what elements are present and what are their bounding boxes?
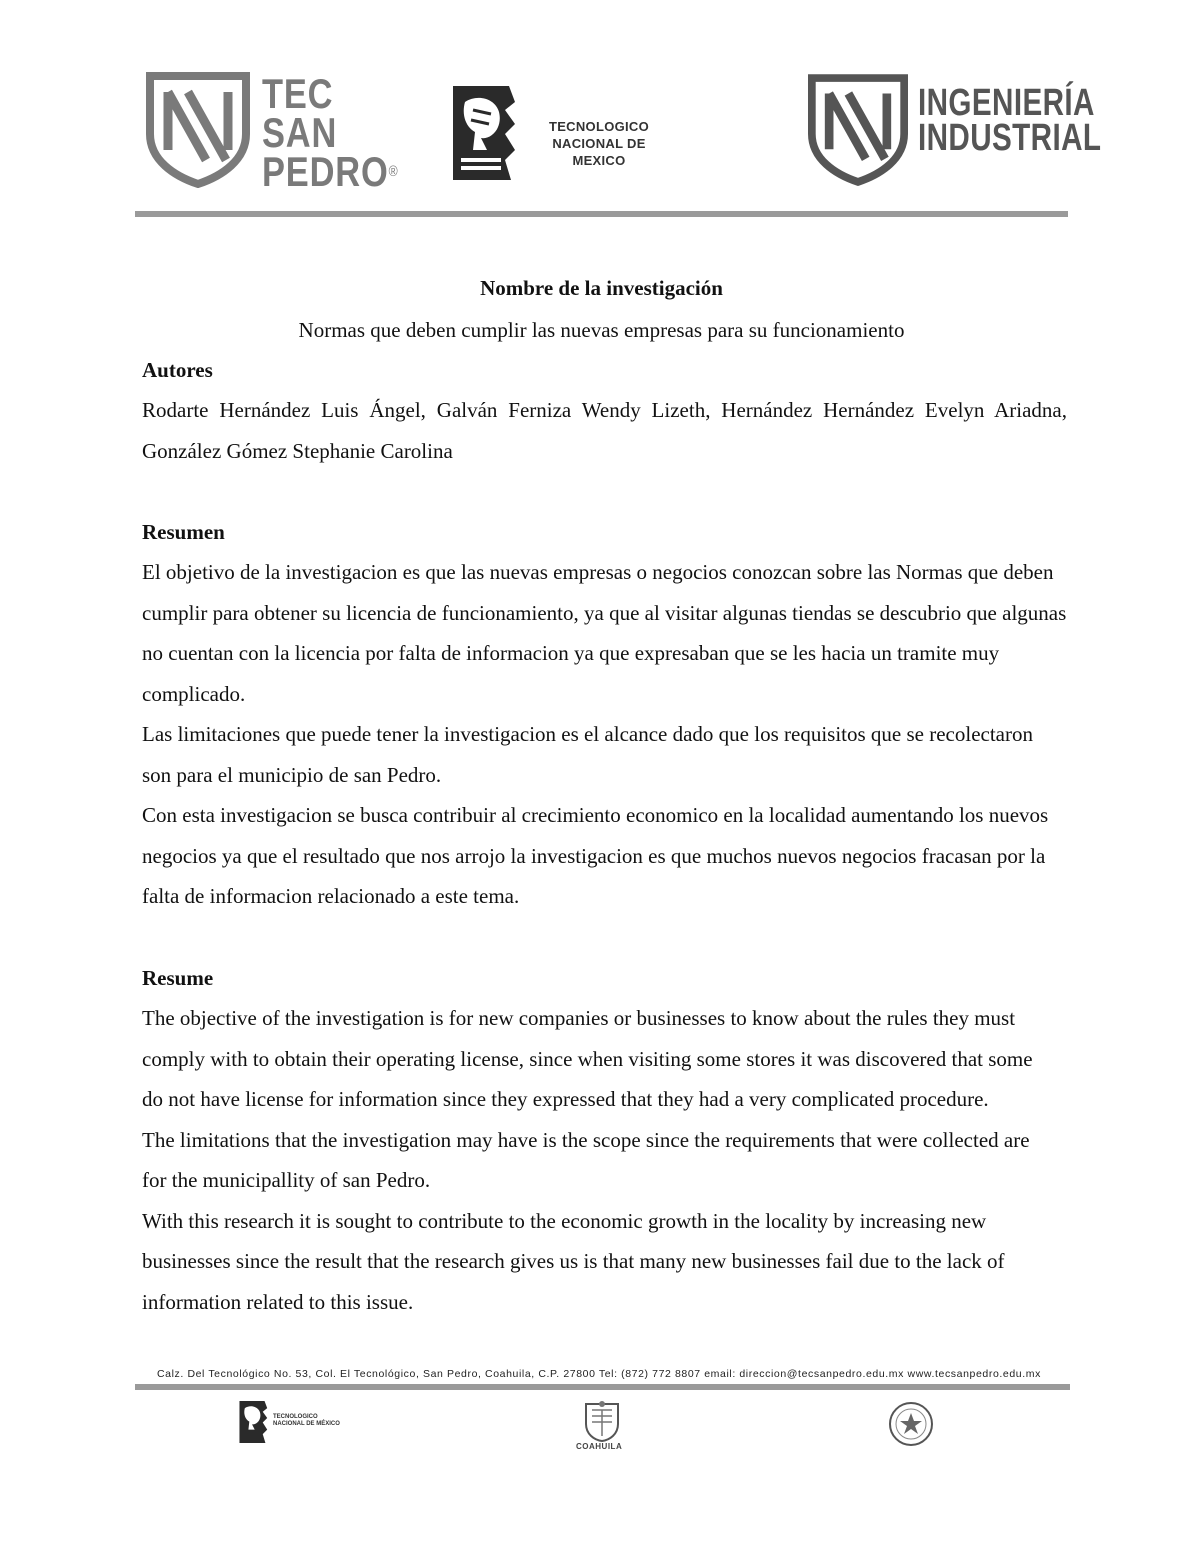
resumen-body (142, 552, 1067, 917)
resumen-paragraph-1: El objetivo de la investigacion es que las nuevas empresas o negocios conozcan sobre las Normas que deben cumplir para obtener su licencia de funcionamiento, ya que al visitar algunas tiendas se descubrio que algunas no cuentan con la licencia por falta de informacion ya que expresaban que se les hacia un tramite muy complicado. (142, 560, 1067, 706)
resume-body (142, 998, 1067, 1322)
ingenieria-industrial-logo (808, 74, 1102, 188)
logo-left-line1: TEC (262, 70, 334, 117)
resumen-paragraph-3: Con esta investigacion se busca contribuir al crecimiento economico en la localidad aumentando los nuevos negocios ya que el resultado que nos arrojo la investigacion es que muchos nuevos negocios fracasan por la falta de informacion relacionado a este tema. (142, 803, 1049, 908)
resume-paragraph-3: With this research it is sought to contribute to the economic growth in the locality by increasing new businesses since the result that the research gives us is that many new businesses fail due to the lack of information related to this issue. (142, 1208, 1005, 1314)
resumen-paragraph-2: Las limitaciones que puede tener la investigacion es el alcance dado que los requisitos que se recolectaron son para el municipio de san Pedro. (142, 722, 1033, 787)
tec-san-pedro-logo (146, 70, 399, 195)
header-divider (135, 211, 1068, 217)
footer-tnm-line1: TECNOLOGICO (273, 1414, 318, 1420)
resume-paragraph-1: The objective of the investigation is for new companies or businesses to know about the rules they must comply with to obtain their operating license, since when visiting some stores it was discovered that some do not have license for information since they expressed that they had a very complicated procedure. (142, 1006, 1033, 1111)
gear-eagle-icon (443, 80, 519, 186)
shield-icon (146, 72, 250, 188)
footer-seal-logo (887, 1400, 935, 1448)
logo-right-line2: INDUSTRIAL (918, 117, 1102, 159)
logo-right-line1: INGENIERÍA (918, 82, 1095, 124)
seal-icon (887, 1400, 935, 1448)
shield-icon (808, 74, 908, 186)
resumen-heading: Resumen (142, 520, 225, 544)
footer-divider (135, 1384, 1070, 1390)
authors-text: Rodarte Hernández Luis Ángel, Galván Ferniza Wendy Lizeth, Hernández Hernández Evelyn Ariadna, González Gómez Stephanie Carolina (142, 398, 1067, 463)
coat-of-arms-icon (582, 1400, 622, 1442)
tecnm-logo (443, 80, 673, 190)
footer-coahuila-label: COAHUILA (576, 1442, 623, 1451)
footer-tnm-line2: NACIONAL DE MÉXICO (273, 1421, 340, 1427)
registered-mark: ® (388, 163, 399, 180)
resume-paragraph-2: The limitations that the investigation may have is the scope since the requirements that were collected are for the municipallity of san Pedro. (142, 1127, 1030, 1192)
logo-center-line2: NACIONAL DE MEXICO (552, 136, 646, 168)
footer-coahuila-logo (574, 1400, 634, 1456)
gear-eagle-icon (235, 1398, 269, 1446)
document-title: Nombre de la investigación (480, 276, 723, 300)
logo-center-line1: TECNOLOGICO (548, 119, 650, 134)
footer-address: Calz. Del Tecnológico No. 53, Col. El Tecnológico, San Pedro, Coahuila, C.P. 27800 Tel: (872) 772 8807 email: direccion@tecsanpedro.edu.mx www.tecsanpedro.edu.mx (157, 1368, 1041, 1380)
logo-left-line2: SAN (262, 109, 338, 156)
resume-heading: Resume (142, 966, 214, 990)
authors-heading: Autores (142, 358, 213, 382)
footer-tecnm-logo (235, 1398, 365, 1448)
document-subtitle: Normas que deben cumplir las nuevas empresas para su funcionamiento (298, 318, 905, 342)
logo-left-line3: PEDRO (262, 148, 389, 195)
